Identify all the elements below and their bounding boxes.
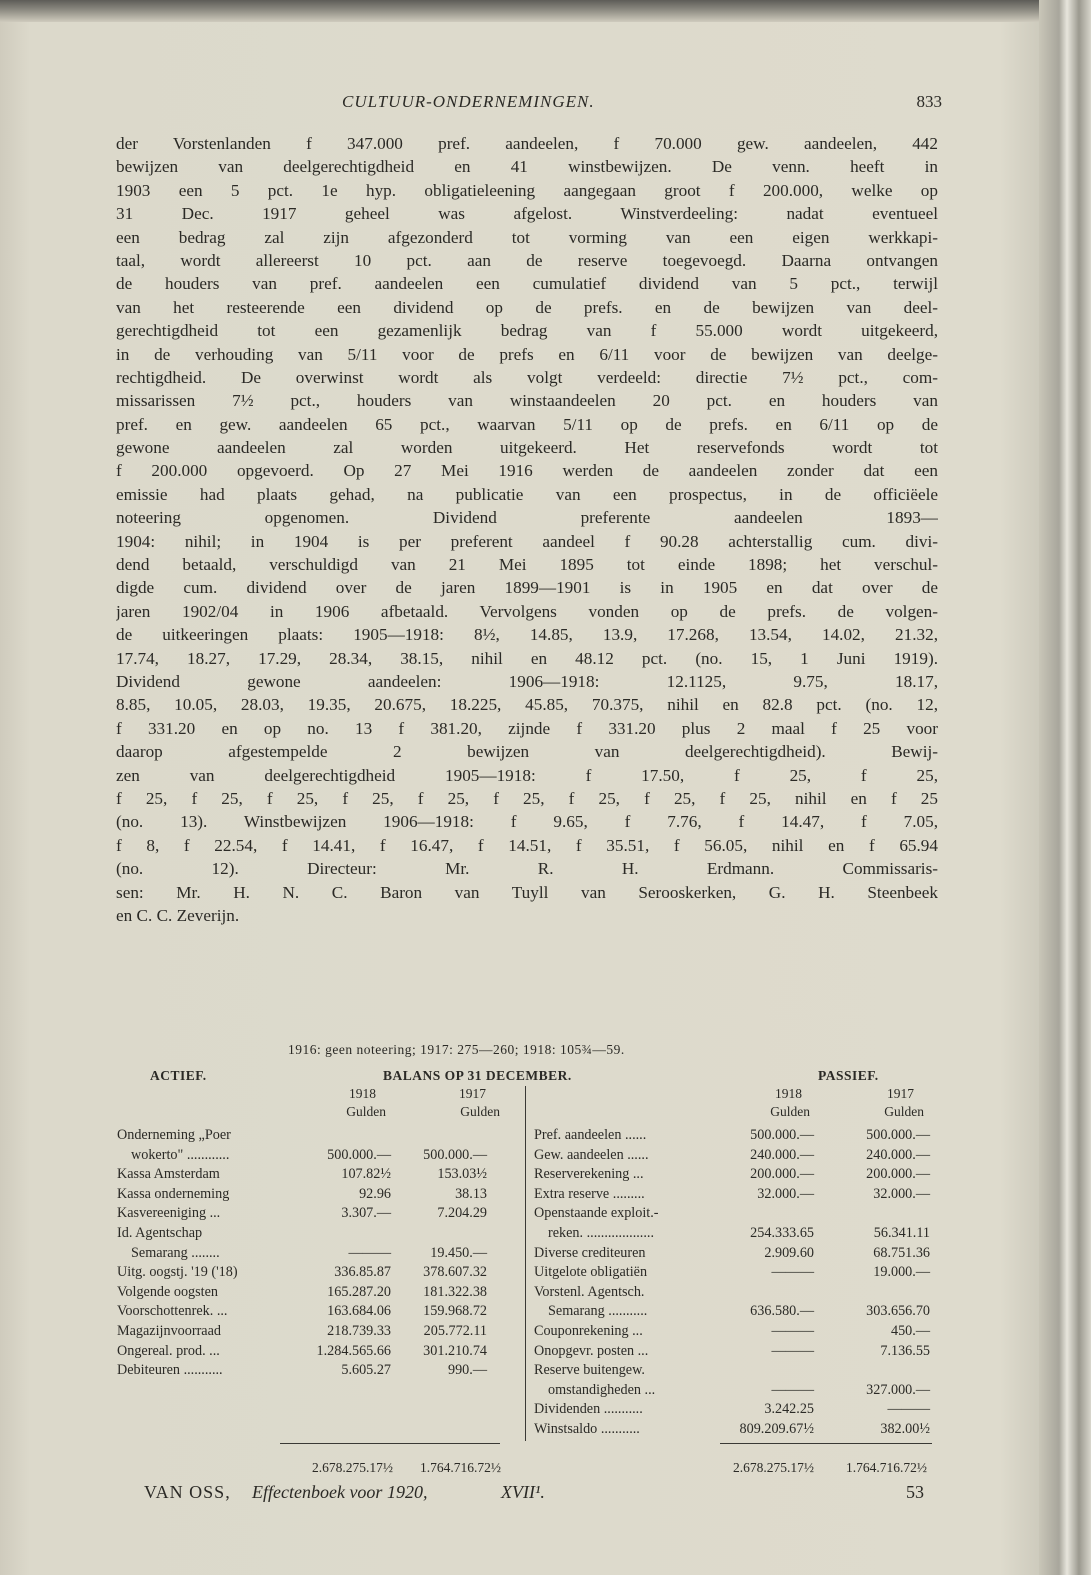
balance-label: Kassa Amsterdam	[117, 1166, 220, 1183]
balance-label: wokerto" ............	[131, 1146, 230, 1163]
balance-label: Kasvereeniging ...	[117, 1205, 221, 1222]
balance-row	[534, 1185, 930, 1205]
value-1917: 153.03½	[437, 1166, 487, 1183]
balance-row	[534, 1381, 930, 1401]
balance-row	[534, 1126, 930, 1146]
passief-year-1918: 1918	[775, 1086, 802, 1101]
value-1918: 500.000.—	[327, 1146, 391, 1163]
passief-title: PASSIEF.	[818, 1068, 879, 1083]
balance-row	[534, 1342, 930, 1362]
actief-table	[117, 1126, 517, 1381]
value-1917: 7.204.29	[437, 1205, 487, 1222]
value-1917: 200.000.—	[866, 1166, 930, 1183]
footer-volume: XVII¹.	[501, 1482, 545, 1502]
balance-label: Pref. aandeelen ......	[534, 1127, 647, 1143]
value-1917: 240.000.—	[866, 1146, 930, 1163]
footer-sheet-number: 53	[906, 1482, 924, 1502]
value-1918: 165.287.20	[327, 1283, 391, 1300]
value-1917: 19.450.—	[430, 1244, 487, 1261]
value-1917: 450.—	[890, 1322, 930, 1339]
body-line: f 8, f 22.54, f 14.41, f 16.47, f 14.51, f 35.51, f 56.05, nihil en f 65.94	[116, 835, 938, 855]
balance-label: Voorschottenrek. ...	[117, 1303, 228, 1320]
balance-row	[117, 1224, 517, 1244]
balance-label: Magazijnvoorraad	[117, 1322, 221, 1339]
value-1918: 240.000.—	[750, 1146, 814, 1163]
value-1917: 303.656.70	[866, 1303, 930, 1320]
page-edge-shadow	[0, 0, 1091, 22]
value-1917: 19.000.—	[873, 1264, 930, 1281]
value-1917: 301.210.74	[423, 1342, 487, 1359]
actief-total-1917: 1.764.716.72½	[420, 1460, 501, 1475]
balance-row	[534, 1146, 930, 1166]
balance-row	[117, 1204, 517, 1224]
body-line: en C. C. Zeverijn.	[116, 905, 240, 925]
actief-year-1918: 1918	[349, 1086, 376, 1101]
balance-row	[534, 1322, 930, 1342]
actief-total-rule	[280, 1443, 500, 1444]
noteering-line: 1916: geen noteering; 1917: 275—260; 1918: 105¾—59.	[288, 1042, 625, 1057]
balance-label: Openstaande exploit.-	[534, 1205, 659, 1222]
body-line: Dividend gewone aandeelen: 1906—1918: 12.1125, 9.75, 18.17,	[116, 671, 938, 691]
balance-label: reken. ...................	[548, 1224, 654, 1241]
page-number: 833	[916, 92, 942, 111]
passief-total-rule	[720, 1443, 932, 1444]
passief-unit-1918: Gulden	[770, 1104, 810, 1119]
balance-row	[117, 1244, 517, 1264]
balance-label: Extra reserve .........	[534, 1185, 645, 1202]
page-header	[112, 92, 942, 116]
body-line: f 331.20 en op no. 13 f 381.20, zijnde f 331.20 plus 2 maal f 25 voor	[116, 718, 938, 738]
value-1917: 378.607.32	[423, 1264, 487, 1281]
body-line: der Vorstenlanden f 347.000 pref. aandeelen, f 70.000 gew. aandeelen, 442	[116, 134, 938, 153]
balance-row	[534, 1224, 930, 1244]
balance-row	[117, 1322, 517, 1342]
value-1917: 500.000.—	[423, 1146, 487, 1163]
value-1918: 163.684.06	[327, 1303, 391, 1320]
value-1917: 68.751.36	[873, 1244, 930, 1261]
body-line: bewijzen van deelgerechtigdheid en 41 winstbewijzen. De venn. heeft in	[116, 157, 938, 177]
value-1918: 254.333.65	[750, 1224, 814, 1241]
body-line: digde cum. dividend over de jaren 1899—1901 is in 1905 en dat over de	[116, 578, 938, 598]
body-line: 17.74, 18.27, 17.29, 28.34, 38.15, nihil en 48.12 pct. (no. 15, 1 Juni 1919).	[116, 648, 938, 668]
balance-row	[117, 1165, 517, 1185]
value-1917: 382.00½	[880, 1420, 930, 1437]
balance-row	[534, 1400, 930, 1420]
footer-book-title: Effectenboek voor 1920,	[252, 1482, 428, 1502]
body-line: 1903 een 5 pct. 1e hyp. obligatieleening aangegaan groot f 200.000, welke op	[116, 180, 938, 200]
balance-row	[117, 1185, 517, 1205]
balance-row	[117, 1146, 517, 1166]
balance-label: Reserve buitengew.	[534, 1362, 645, 1379]
balance-label: Dividenden ...........	[534, 1401, 643, 1418]
body-line: emissie had plaats gehad, na publicatie van een prospectus, in de officiëele	[116, 484, 938, 504]
value-1918: ———	[771, 1342, 814, 1359]
value-1918: ———	[771, 1264, 814, 1281]
balance-label: Reserverekening ...	[534, 1166, 644, 1183]
body-line: pref. en gew. aandeelen 65 pct., waarvan 5/11 op de prefs. en 6/11 op de	[116, 414, 938, 434]
balance-row	[117, 1126, 517, 1146]
value-1917: 205.772.11	[423, 1322, 487, 1339]
passief-total-1917: 1.764.716.72½	[846, 1460, 927, 1475]
body-line: de houders van pref. aandeelen een cumulatief dividend van 5 pct., terwijl	[116, 274, 938, 294]
body-line: zen van deelgerechtigdheid 1905—1918: f 17.50, f 25, f 25,	[116, 765, 938, 785]
body-line: missarissen 7½ pct., houders van winstaandeelen 20 pct. en houders van	[116, 391, 938, 411]
value-1917: 32.000.—	[873, 1185, 930, 1202]
balance-row	[117, 1361, 517, 1381]
value-1918: 5.605.27	[341, 1362, 391, 1379]
table-divider	[525, 1086, 526, 1441]
body-line: van het resteerende een dividend op de prefs. en de bewijzen van deel-	[116, 297, 938, 317]
body-line: rechtigdheid. De overwinst wordt als volgt verdeeld: directie 7½ pct., com-	[116, 367, 938, 387]
body-line: noteering opgenomen. Dividend preferente aandeelen 1893—	[116, 508, 938, 528]
balance-label: omstandigheden ...	[548, 1381, 656, 1398]
passief-table	[534, 1126, 930, 1440]
body-line: gerechtigdheid tot een gezamenlijk bedrag van f 55.000 wordt uitgekeerd,	[116, 321, 938, 341]
value-1917: 990.—	[447, 1362, 487, 1379]
body-line: (no. 12). Directeur: Mr. R. H. Erdmann. Commissaris-	[116, 859, 938, 879]
balance-title: BALANS OP 31 DECEMBER.	[383, 1068, 572, 1083]
balance-row	[117, 1283, 517, 1303]
page-footer	[144, 1482, 924, 1508]
balance-label: Kassa onderneming	[117, 1185, 230, 1202]
balance-label: Semarang ...........	[548, 1303, 648, 1320]
value-1918: 1.284.565.66	[316, 1342, 391, 1359]
value-1918: ———	[771, 1381, 814, 1398]
book-spine-edge	[1039, 0, 1091, 1575]
value-1917: 7.136.55	[880, 1342, 930, 1359]
actief-year-1917: 1917	[459, 1086, 486, 1101]
balance-label: Ongereal. prod. ...	[117, 1342, 220, 1359]
running-title: CULTUUR-ONDERNEMINGEN.	[342, 92, 595, 111]
value-1917: 327.000.—	[866, 1381, 930, 1398]
body-line: 1904: nihil; in 1904 is per preferent aandeel f 90.28 achterstallig cum. divi-	[116, 531, 938, 551]
balance-label: Semarang ........	[131, 1244, 220, 1261]
value-1918: 2.909.60	[764, 1244, 814, 1261]
body-line: sen: Mr. H. N. C. Baron van Tuyll van Serooskerken, G. H. Steenbeek	[116, 882, 938, 902]
balance-label: Vorstenl. Agentsch.	[534, 1283, 645, 1300]
body-line: gewone aandeelen zal worden uitgekeerd. Het reservefonds wordt tot	[116, 438, 938, 458]
actief-unit-1917: Gulden	[460, 1104, 500, 1119]
actief-total-1918: 2.678.275.17½	[312, 1460, 393, 1475]
balance-row	[534, 1244, 930, 1264]
balance-label: Uitgelote obligatiën	[534, 1264, 648, 1281]
body-line: jaren 1902/04 in 1906 afbetaald. Vervolgens vonden op de prefs. de volgen-	[116, 601, 938, 621]
balance-row	[117, 1302, 517, 1322]
body-line: 8.85, 10.05, 28.03, 19.35, 20.675, 18.225, 45.85, 70.375, nihil en 82.8 pct. (no. 12,	[116, 695, 938, 715]
body-line: taal, wordt allereerst 10 pct. aan de reserve toegevoegd. Daarna ontvangen	[116, 250, 938, 270]
value-1918: 218.739.33	[327, 1322, 391, 1339]
body-line: 31 Dec. 1917 geheel was afgelost. Winstverdeeling: nadat eventueel	[116, 204, 938, 224]
balance-row	[534, 1302, 930, 1322]
value-1918: 107.82½	[341, 1166, 391, 1183]
footer-publisher: VAN OSS,	[144, 1482, 231, 1502]
value-1917: 38.13	[455, 1185, 487, 1202]
value-1918: ———	[771, 1322, 814, 1339]
body-line: f 200.000 opgevoerd. Op 27 Mei 1916 werden de aandeelen zonder dat een	[116, 461, 938, 481]
value-1917: 56.341.11	[873, 1224, 930, 1241]
balance-label: Couponrekening ...	[534, 1322, 643, 1339]
body-line: dend betaald, verschuldigd van 21 Mei 1895 tot einde 1898; het verschul-	[116, 555, 938, 575]
body-line: f 25, f 25, f 25, f 25, f 25, f 25, f 25, f 25, f 25, nihil en f 25	[116, 788, 938, 808]
balance-row	[534, 1283, 930, 1303]
balance-label: Debiteuren ...........	[117, 1362, 223, 1379]
balance-label: Onopgevr. posten ...	[534, 1342, 649, 1359]
value-1918: 3.242.25	[764, 1401, 814, 1418]
balance-row	[117, 1342, 517, 1362]
value-1918: 500.000.—	[750, 1127, 814, 1143]
balance-label: Uitg. oogstj. '19 ('18)	[117, 1264, 238, 1281]
balance-label: Volgende oogsten	[117, 1283, 219, 1300]
value-1918: 3.307.—	[341, 1205, 391, 1222]
value-1918: 336.85.87	[334, 1264, 391, 1281]
body-line: in de verhouding van 5/11 voor de prefs en 6/11 voor de bewijzen van deelge-	[116, 344, 938, 364]
actief-unit-1918: Gulden	[346, 1104, 386, 1119]
passief-year-1917: 1917	[887, 1086, 914, 1101]
body-line: daarop afgestempelde 2 bewijzen van deelgerechtigdheid). Bewij-	[116, 742, 938, 762]
value-1918: 32.000.—	[757, 1185, 814, 1202]
balance-label: Winstsaldo ...........	[534, 1420, 640, 1437]
passief-total-1918: 2.678.275.17½	[733, 1460, 814, 1475]
value-1917: 159.968.72	[423, 1303, 487, 1320]
body-line: (no. 13). Winstbewijzen 1906—1918: f 9.65, f 7.76, f 14.47, f 7.05,	[116, 812, 938, 832]
value-1917: 500.000.—	[866, 1127, 930, 1143]
value-1917: ———	[887, 1401, 930, 1418]
balance-row	[534, 1204, 930, 1224]
value-1918: 809.209.67½	[739, 1420, 814, 1437]
balance-row	[117, 1263, 517, 1283]
balance-label: Diverse crediteuren	[534, 1244, 646, 1261]
balance-label: Id. Agentschap	[117, 1224, 203, 1241]
balance-row	[534, 1165, 930, 1185]
value-1918: 200.000.—	[750, 1166, 814, 1183]
value-1918: 92.96	[359, 1185, 391, 1202]
actief-title: ACTIEF.	[150, 1068, 207, 1083]
body-line: de uitkeeringen plaats: 1905—1918: 8½, 14.85, 13.9, 17.268, 13.54, 14.02, 21.32,	[116, 625, 938, 645]
value-1917: 181.322.38	[423, 1283, 487, 1300]
value-1918: 636.580.—	[750, 1303, 814, 1320]
balance-label: Gew. aandeelen ......	[534, 1146, 649, 1163]
balance-row	[534, 1420, 930, 1440]
balance-row	[534, 1361, 930, 1381]
balance-label: Onderneming „Poer	[117, 1127, 231, 1143]
passief-unit-1917: Gulden	[884, 1104, 924, 1119]
value-1918: ———	[348, 1244, 391, 1261]
body-text	[116, 132, 938, 927]
body-line: een bedrag zal zijn afgezonderd tot vorming van een eigen werkkapi-	[116, 227, 938, 247]
balance-row	[534, 1263, 930, 1283]
